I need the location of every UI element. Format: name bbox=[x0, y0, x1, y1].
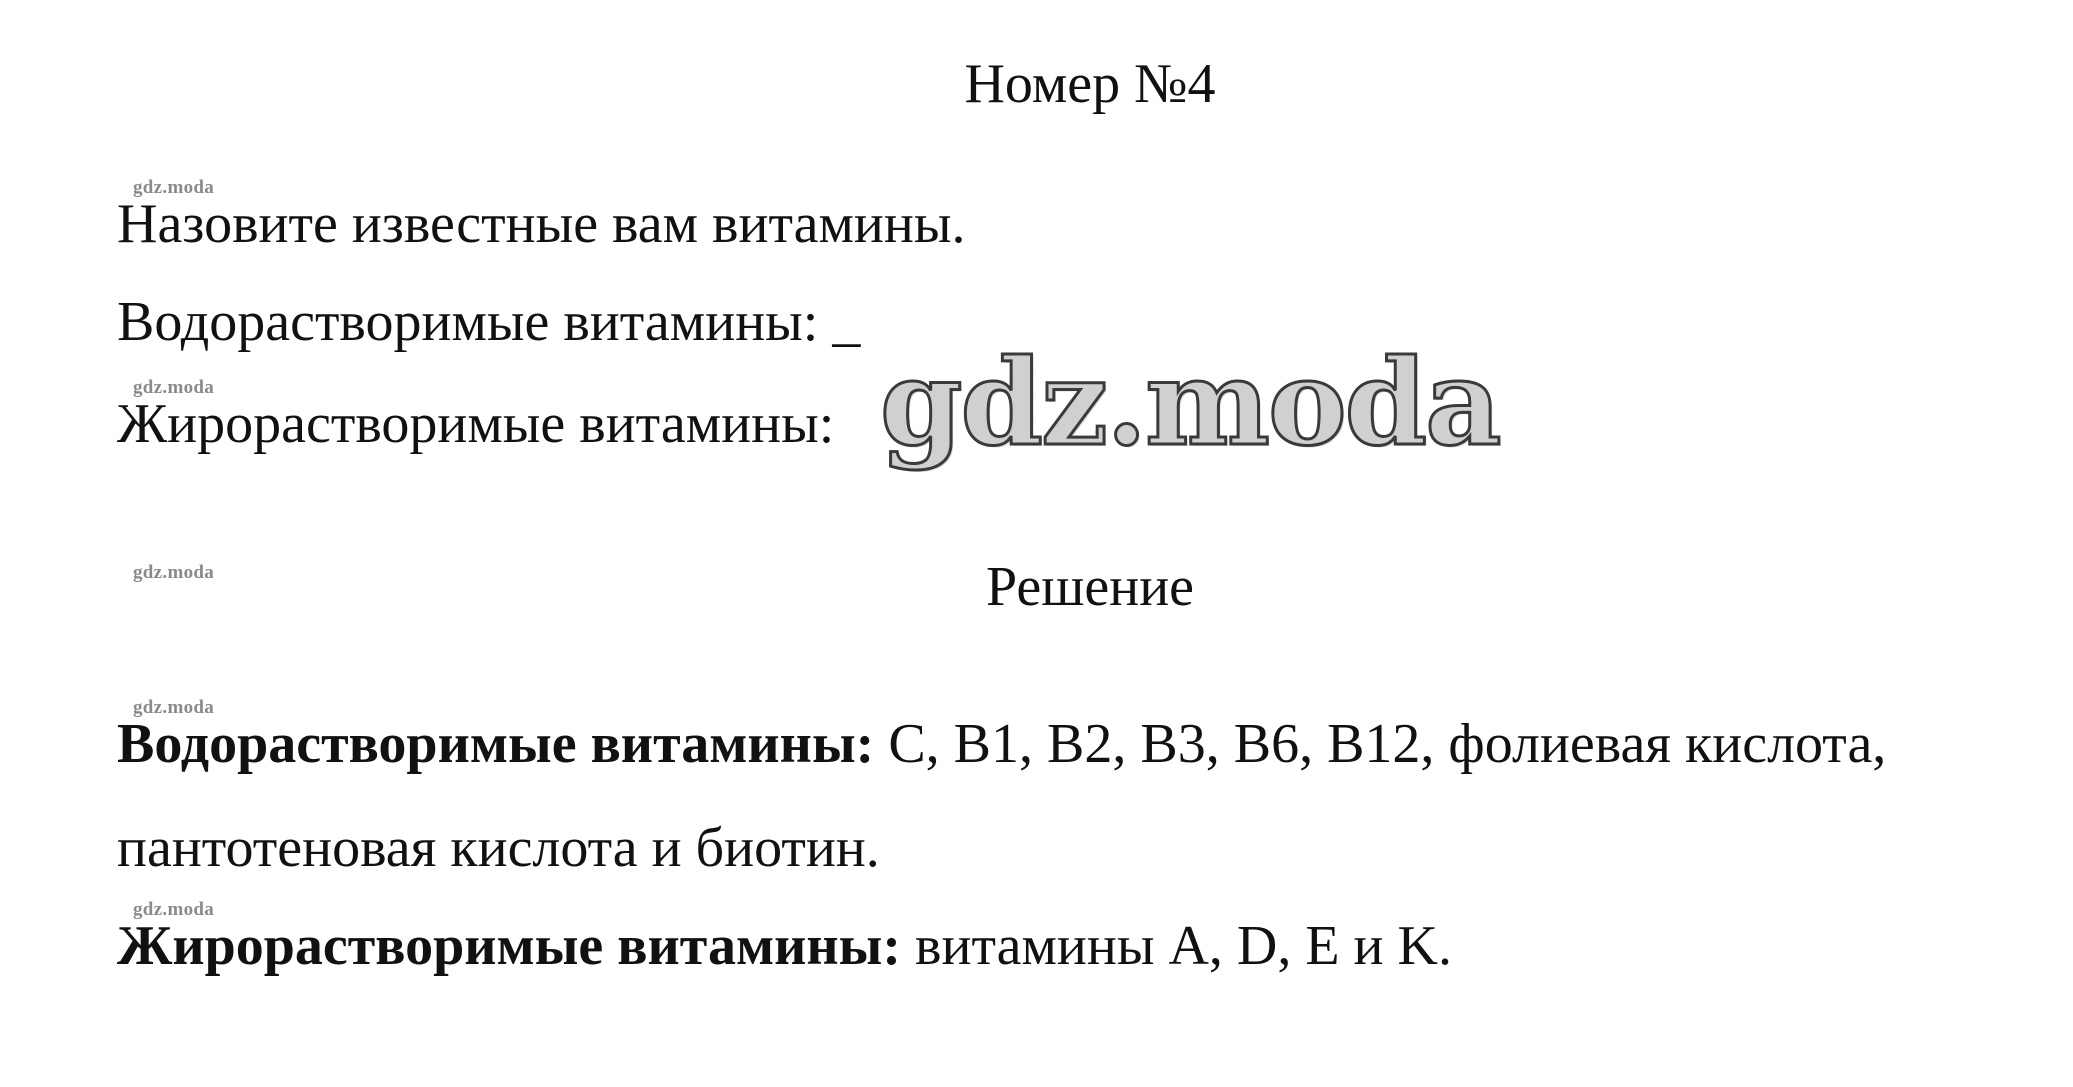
watermark-logo: gdz.moda bbox=[880, 333, 1500, 472]
question-water-soluble-line: Водорастворимые витамины: _ bbox=[117, 291, 861, 353]
watermark-small: gdz.moda bbox=[133, 377, 215, 398]
question-prompt: Назовите известные вам витамины. bbox=[117, 193, 966, 255]
watermark-small: gdz.moda bbox=[133, 177, 215, 198]
watermark-small: gdz.moda bbox=[133, 697, 215, 718]
answer-water-soluble-text: C, B1, B2, B3, B6, B12, фолиевая кислота, bbox=[874, 713, 1887, 775]
answer-fat-soluble-text: витамины A, D, E и K. bbox=[901, 915, 1452, 977]
question-fat-soluble-line: Жирорастворимые витамины: bbox=[117, 393, 835, 455]
watermark-small: gdz.moda bbox=[133, 562, 215, 583]
watermark-small: gdz.moda bbox=[133, 899, 215, 920]
solution-heading: Решение bbox=[985, 556, 1195, 618]
answer-water-soluble-continued: пантотеновая кислота и биотин. bbox=[117, 817, 880, 879]
answer-water-soluble-label: Водорастворимые витамины: bbox=[117, 713, 875, 775]
answer-fat-soluble-label: Жирорастворимые витамины: bbox=[117, 915, 902, 977]
answer-water-soluble bbox=[117, 712, 1886, 776]
answer-fat-soluble bbox=[117, 914, 1452, 978]
page-title: Номер №4 bbox=[964, 53, 1216, 115]
